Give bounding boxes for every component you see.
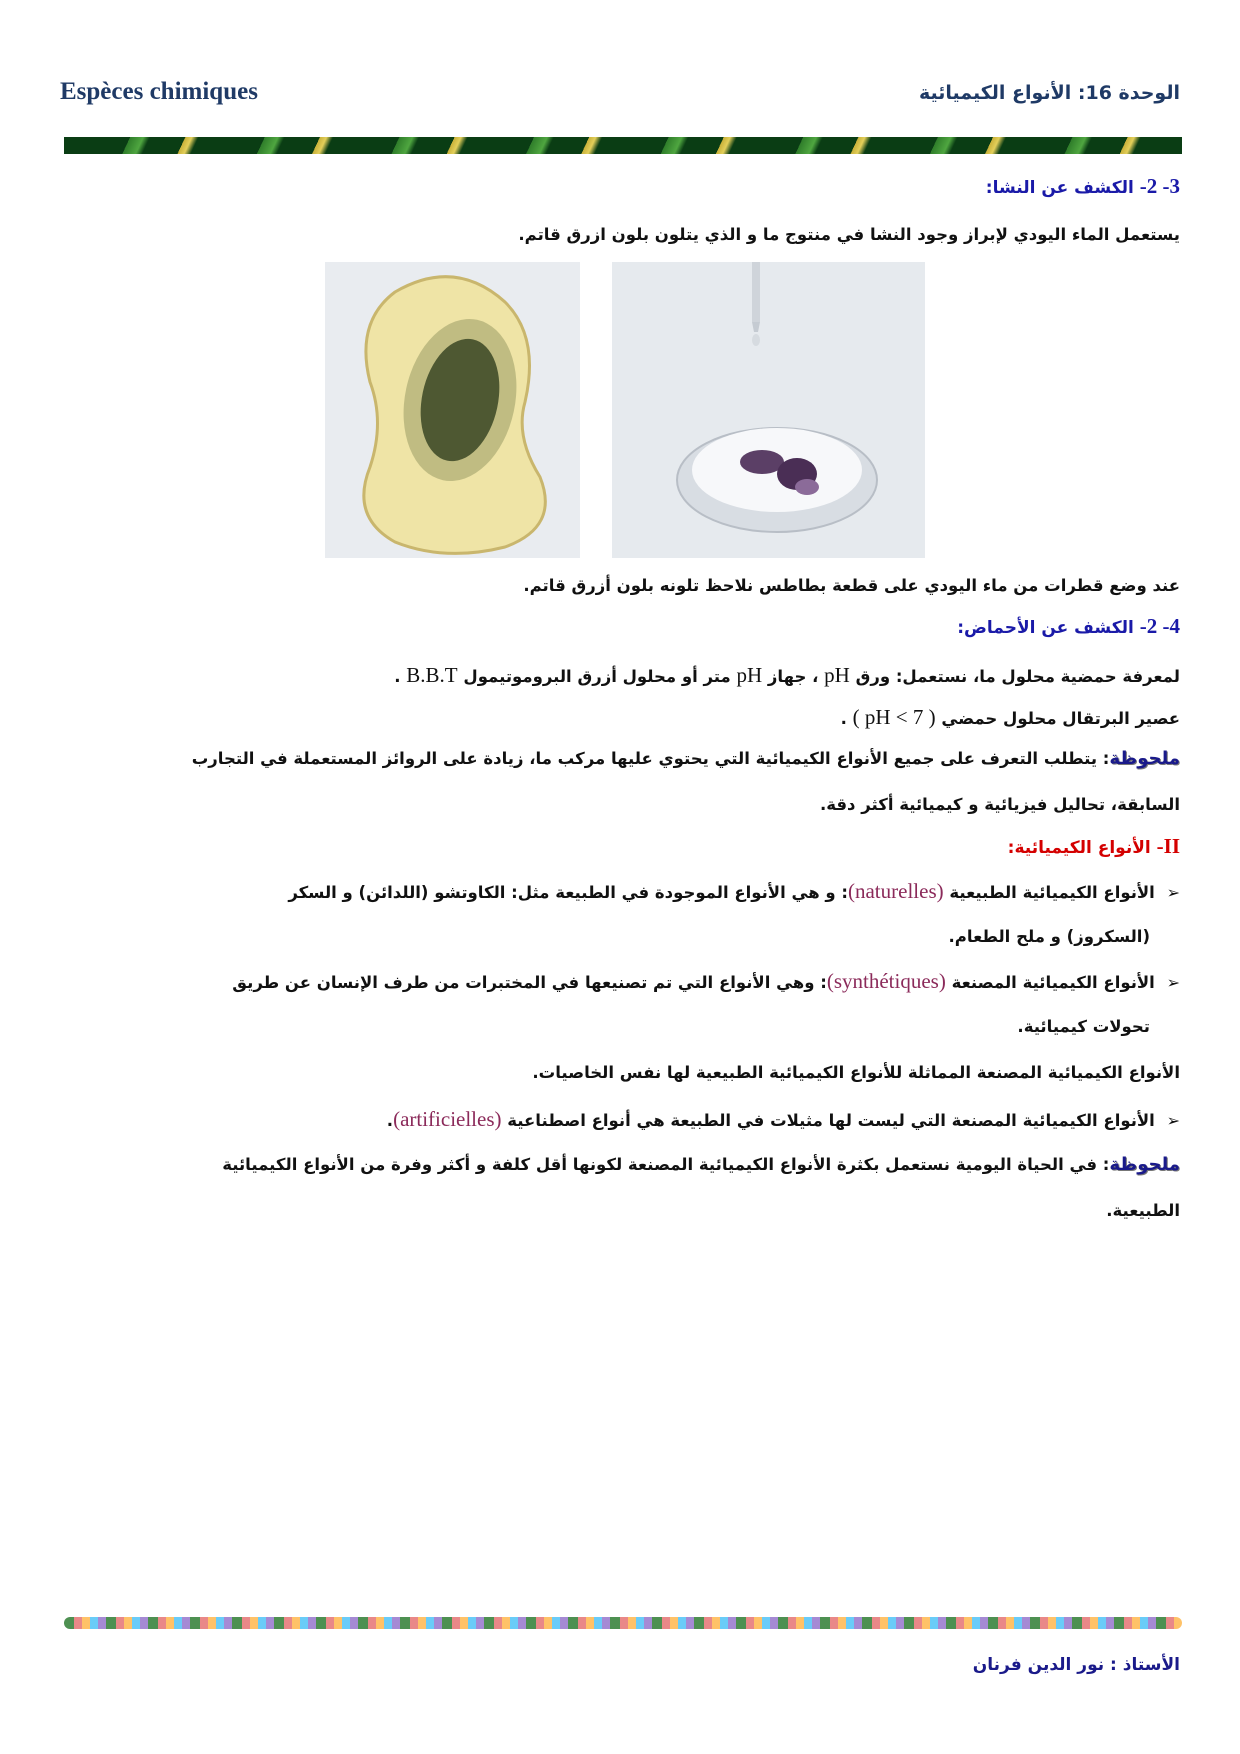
orange-juice-line <box>841 702 1180 734</box>
acids-section-title: الكشف عن الأحماض: <box>957 618 1134 638</box>
orange-juice-text: عصير البرتقال محلول حمضي <box>941 709 1180 728</box>
section-ii-heading <box>1008 834 1180 859</box>
bullet-arrow-icon: ➢ <box>1166 883 1180 902</box>
artificielles-term: (artificielles) <box>393 1107 502 1131</box>
starch-intro: يستعمل الماء اليودي لإبراز وجود النشا في منتوج ما و الذي يتلون بلون ازرق قاتم. <box>518 225 1180 244</box>
starch-section-heading <box>986 174 1180 199</box>
potato-photo <box>325 262 580 558</box>
synthetic-species-item <box>50 966 1180 998</box>
bullet-arrow-icon: ➢ <box>1166 973 1180 992</box>
footer-decorative-border <box>64 1617 1182 1629</box>
synthetiques-term: (synthétiques) <box>826 969 946 993</box>
starch-test-photo <box>612 262 925 558</box>
acids-text-part3: متر أو محلول أزرق البروموتيمول <box>463 667 731 686</box>
natural-species-part1: الأنواع الكيميائية الطبيعية <box>949 883 1155 902</box>
natural-species-line2: (السكروز) و ملح الطعام. <box>948 927 1150 946</box>
orange-juice-end: . <box>840 709 847 728</box>
header-arabic-title: الوحدة 16: الأنواع الكيميائية <box>918 82 1180 104</box>
synthetic-species-part2: : وهي الأنواع التي تم تصنيعها في المختبرات من طرف الإنسان عن طريق <box>232 973 827 992</box>
artificial-species-text: الأنواع الكيميائية المصنعة التي ليست لها مثيلات في الطبيعة هي أنواع اصطناعية <box>507 1111 1155 1130</box>
section-ii-number: II- <box>1156 834 1180 858</box>
acids-line1-end: . <box>394 667 401 686</box>
ph-paper-term: pH <box>824 663 850 687</box>
synthetic-species-line2: تحولات كيميائية. <box>1017 1017 1150 1036</box>
synthetic-species-part1: الأنواع الكيميائية المصنعة <box>951 973 1155 992</box>
acids-section-number: 4- 2- <box>1139 614 1180 638</box>
bullet-arrow-icon: ➢ <box>1166 1111 1180 1130</box>
identical-species-line: الأنواع الكيميائية المصنعة المماثلة للأنواع الكيميائية الطبيعية لها نفس الخاصيات. <box>532 1063 1180 1082</box>
note1-text-line1: : يتطلب التعرف على جميع الأنواع الكيميائية التي يحتوي عليها مركب ما، زيادة على الروائز المستعملة في التجارب <box>191 749 1110 768</box>
artificial-species-item <box>387 1104 1180 1136</box>
note1-line1 <box>60 744 1180 774</box>
footer-author: الأستاذ : نور الدين فرنان <box>972 1655 1180 1675</box>
naturelles-term: (naturelles) <box>847 879 944 903</box>
natural-species-item <box>50 876 1180 908</box>
artificial-species-end: . <box>386 1111 394 1130</box>
note2-line2: الطبيعية. <box>1106 1201 1180 1220</box>
natural-species-part2: : و هي الأنواع الموجودة في الطبيعة مثل: الكاوتشو (اللدائن) و السكر <box>288 883 848 902</box>
starch-section-number: 3- 2- <box>1139 174 1180 198</box>
acids-detection-methods <box>394 660 1180 692</box>
ph-meter-term: pH <box>736 663 763 687</box>
note2-text-line1: : في الحياة اليومية نستعمل بكثرة الأنواع الكيميائية المصنعة لكونها أقل كلفة و أكثر وفرة من الأنواع الكيميائية <box>222 1155 1110 1174</box>
decorative-banner <box>64 137 1182 154</box>
starch-section-title: الكشف عن النشا: <box>985 178 1134 198</box>
section-ii-title: الأنواع الكيميائية: <box>1007 838 1151 858</box>
bbt-term: B.B.T <box>406 663 458 687</box>
note2-line1 <box>60 1150 1180 1180</box>
note2-label: ملحوظة <box>1109 1154 1180 1175</box>
header-french-title: Espèces chimiques <box>60 78 258 105</box>
acids-text-part2: ، جهاز <box>767 667 819 686</box>
ph-formula: ( pH < 7 ) <box>852 705 936 729</box>
acids-section-heading <box>957 614 1180 639</box>
starch-observation: عند وضع قطرات من ماء اليودي على قطعة بطاطس نلاحظ تلونه بلون أزرق قاتم. <box>523 576 1180 595</box>
note1-line2: السابقة، تحاليل فيزيائية و كيميائية أكثر دقة. <box>819 795 1180 814</box>
note1-label: ملحوظة <box>1109 748 1180 769</box>
acids-text-part1: لمعرفة حمضية محلول ما، نستعمل: ورق <box>855 667 1180 686</box>
